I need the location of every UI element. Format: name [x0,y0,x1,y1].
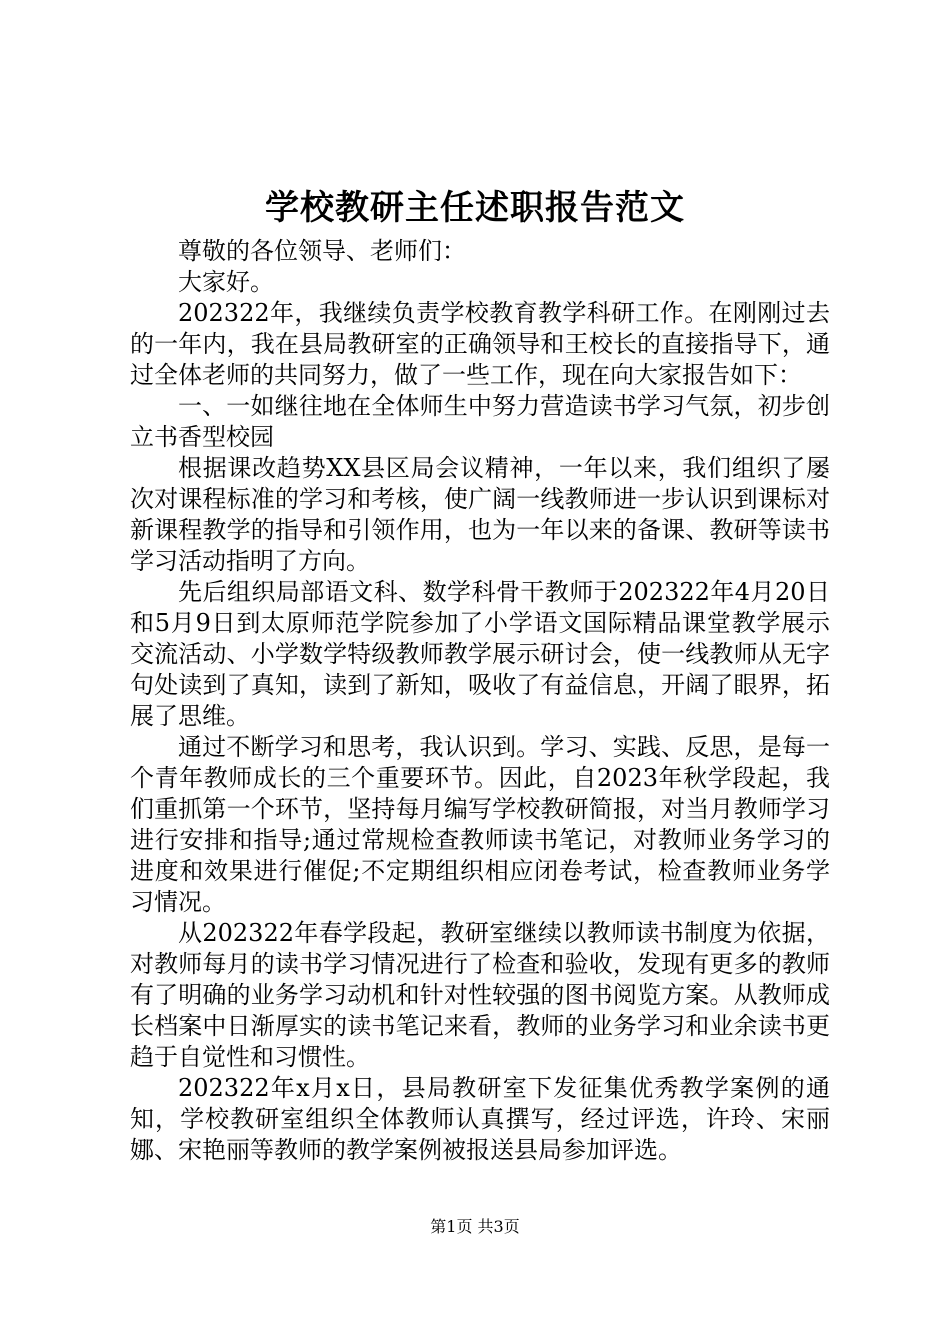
body-paragraph: 通过不断学习和思考，我认识到。学习、实践、反思，是每一个青年教师成长的三个重要环节。因此，自2023年秋学段起，我们重抓第一个环节，坚持每月编写学校教研简报，对当月教师学习进行安排和指导;通过常规检查教师读书笔记，对教师业务学习的进度和效果进行催促;不定期组织相应闭卷考试，检查教师业务学习情况。 [130,733,830,916]
section-heading: 一、一如继往地在全体师生中努力营造读书学习气氛，初步创立书香型校园 [130,392,830,451]
body-paragraph: 202322年x月x日，县局教研室下发征集优秀教学案例的通知，学校教研室组织全体教师认真撰写，经过评选，许玲、宋丽娜、宋艳丽等教师的教学案例被报送县局参加评选。 [130,1074,830,1164]
body-paragraph: 从202322年春学段起，教研室继续以教师读书制度为依据，对教师每月的读书学习情况进行了检查和验收，发现有更多的教师有了明确的业务学习动机和针对性较强的图书阅览方案。从教师成长档案中日渐厚实的读书笔记来看，教师的业务学习和业余读书更趋于自觉性和习惯性。 [130,919,830,1071]
document-body [130,236,830,1166]
greeting: 大家好。 [178,268,274,296]
salutation: 尊敬的各位领导、老师们： [178,237,466,265]
document-title: 学校教研主任述职报告范文 [265,188,685,228]
page-footer: 第1页 共3页 [430,1217,520,1236]
body-paragraph: 根据课改趋势XX县区局会议精神，一年以来，我们组织了屡次对课程标准的学习和考核，使广阔一线教师进一步认识到课标对新课程教学的指导和引领作用，也为一年以来的备课、教研等读书学习活动指明了方向。 [130,454,830,575]
body-paragraph: 先后组织局部语文科、数学科骨干教师于202322年4月20日和5月9日到太原师范学院参加了小学语文国际精品课堂教学展示交流活动、小学数学特级教师教学展示研讨会，使一线教师从无字句处读到了真知，读到了新知，吸收了有益信息，开阔了眼界，拓展了思维。 [130,578,830,730]
body-paragraph: 202322年，我继续负责学校教育教学科研工作。在刚刚过去的一年内，我在县局教研室的正确领导和王校长的直接指导下，通过全体老师的共同努力，做了一些工作，现在向大家报告如下： [130,299,830,389]
